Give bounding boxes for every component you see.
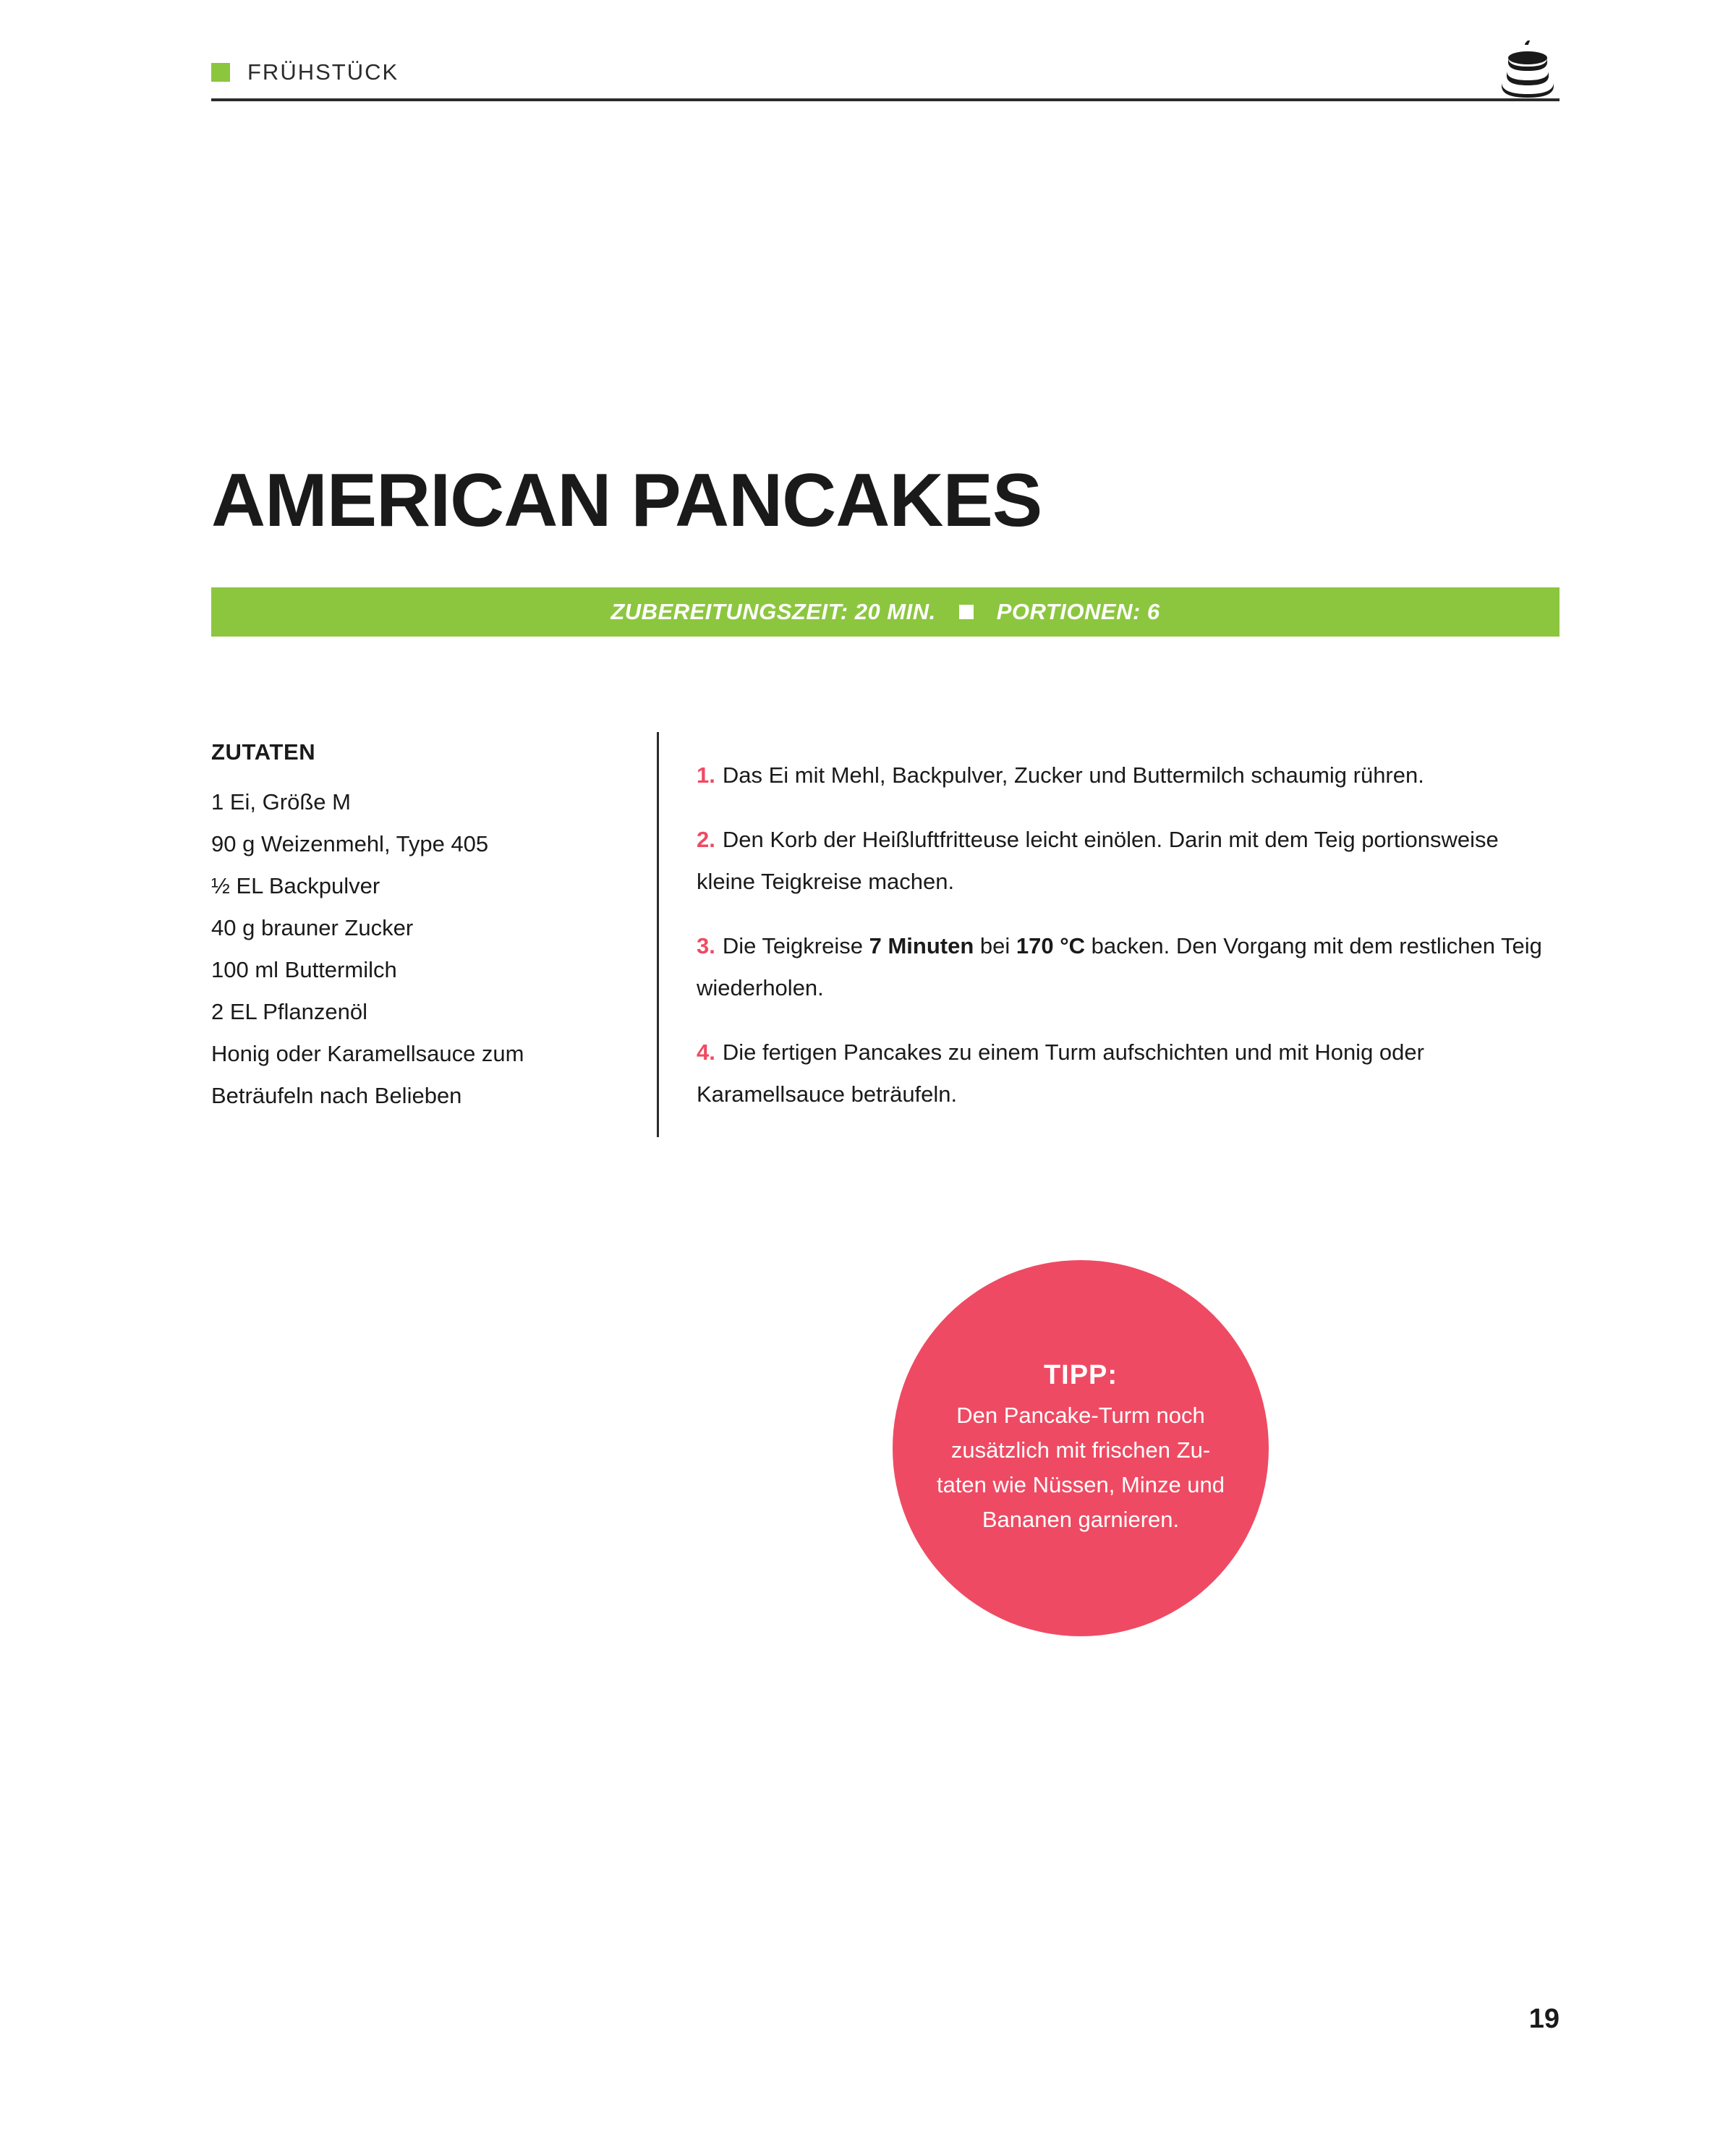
step-number: 1. [697, 762, 715, 788]
list-item: 40 g brauner Zucker [211, 915, 414, 940]
tip-title: TIPP: [1043, 1359, 1118, 1390]
step-text: Den Korb der Heißluftfritteuse leicht einölen. Darin mit dem Teig portionsweise kleine Teigkreise machen. [697, 827, 1499, 894]
step-number: 3. [697, 933, 715, 958]
pancake-stack-icon [1496, 41, 1560, 98]
step-item [697, 754, 1561, 796]
category-bullet-icon [211, 63, 230, 82]
tip-badge [893, 1260, 1269, 1636]
list-item: 100 ml Buttermilch [211, 957, 397, 982]
prep-time-label: ZUBEREITUNGSZEIT: 20 MIN. [610, 599, 936, 624]
preparation-steps [657, 732, 1561, 1137]
recipe-meta-bar [211, 587, 1560, 637]
ingredients-section [211, 739, 645, 1117]
step-number: 4. [697, 1039, 715, 1065]
page-header [211, 46, 1560, 101]
step-text: Die fertigen Pancakes zu einem Turm aufschichten und mit Honig oder Karamellsauce beträufeln. [697, 1039, 1424, 1107]
step-number: 2. [697, 827, 715, 852]
list-item: ½ EL Backpulver [211, 873, 380, 898]
page-title: AMERICAN PANCAKES [211, 458, 1042, 543]
step-item [697, 1032, 1561, 1115]
step-item [697, 819, 1561, 903]
step-item [697, 925, 1561, 1009]
list-item: 90 g Weizenmehl, Type 405 [211, 831, 489, 856]
page-number: 19 [1528, 2004, 1560, 2034]
ingredients-heading: ZUTATEN [211, 739, 316, 765]
list-item: Honig oder Karamellsauce zum [211, 1041, 524, 1066]
category-label-group [211, 59, 399, 85]
portions-label: PORTIONEN: 6 [996, 599, 1160, 624]
list-item: Beträufeln nach Belieben [211, 1083, 462, 1108]
meta-separator-icon [959, 605, 974, 619]
ingredients-list [211, 781, 645, 1117]
step-text: Das Ei mit Mehl, Backpulver, Zucker und Buttermilch schaumig rühren. [722, 762, 1424, 788]
list-item: 1 Ei, Größe M [211, 789, 351, 815]
category-label: FRÜHSTÜCK [247, 59, 399, 85]
tip-text: Den Pancake-Turm noch zusätzlich mit frischen Zu-taten wie Nüssen, Minze und Bananen garnieren. [936, 1402, 1225, 1532]
list-item: 2 EL Pflanzenöl [211, 999, 368, 1024]
step-text: Die Teigkreise 7 Minuten bei 170 °C backen. Den Vorgang mit dem restlichen Teig wiederholen. [697, 933, 1542, 1000]
